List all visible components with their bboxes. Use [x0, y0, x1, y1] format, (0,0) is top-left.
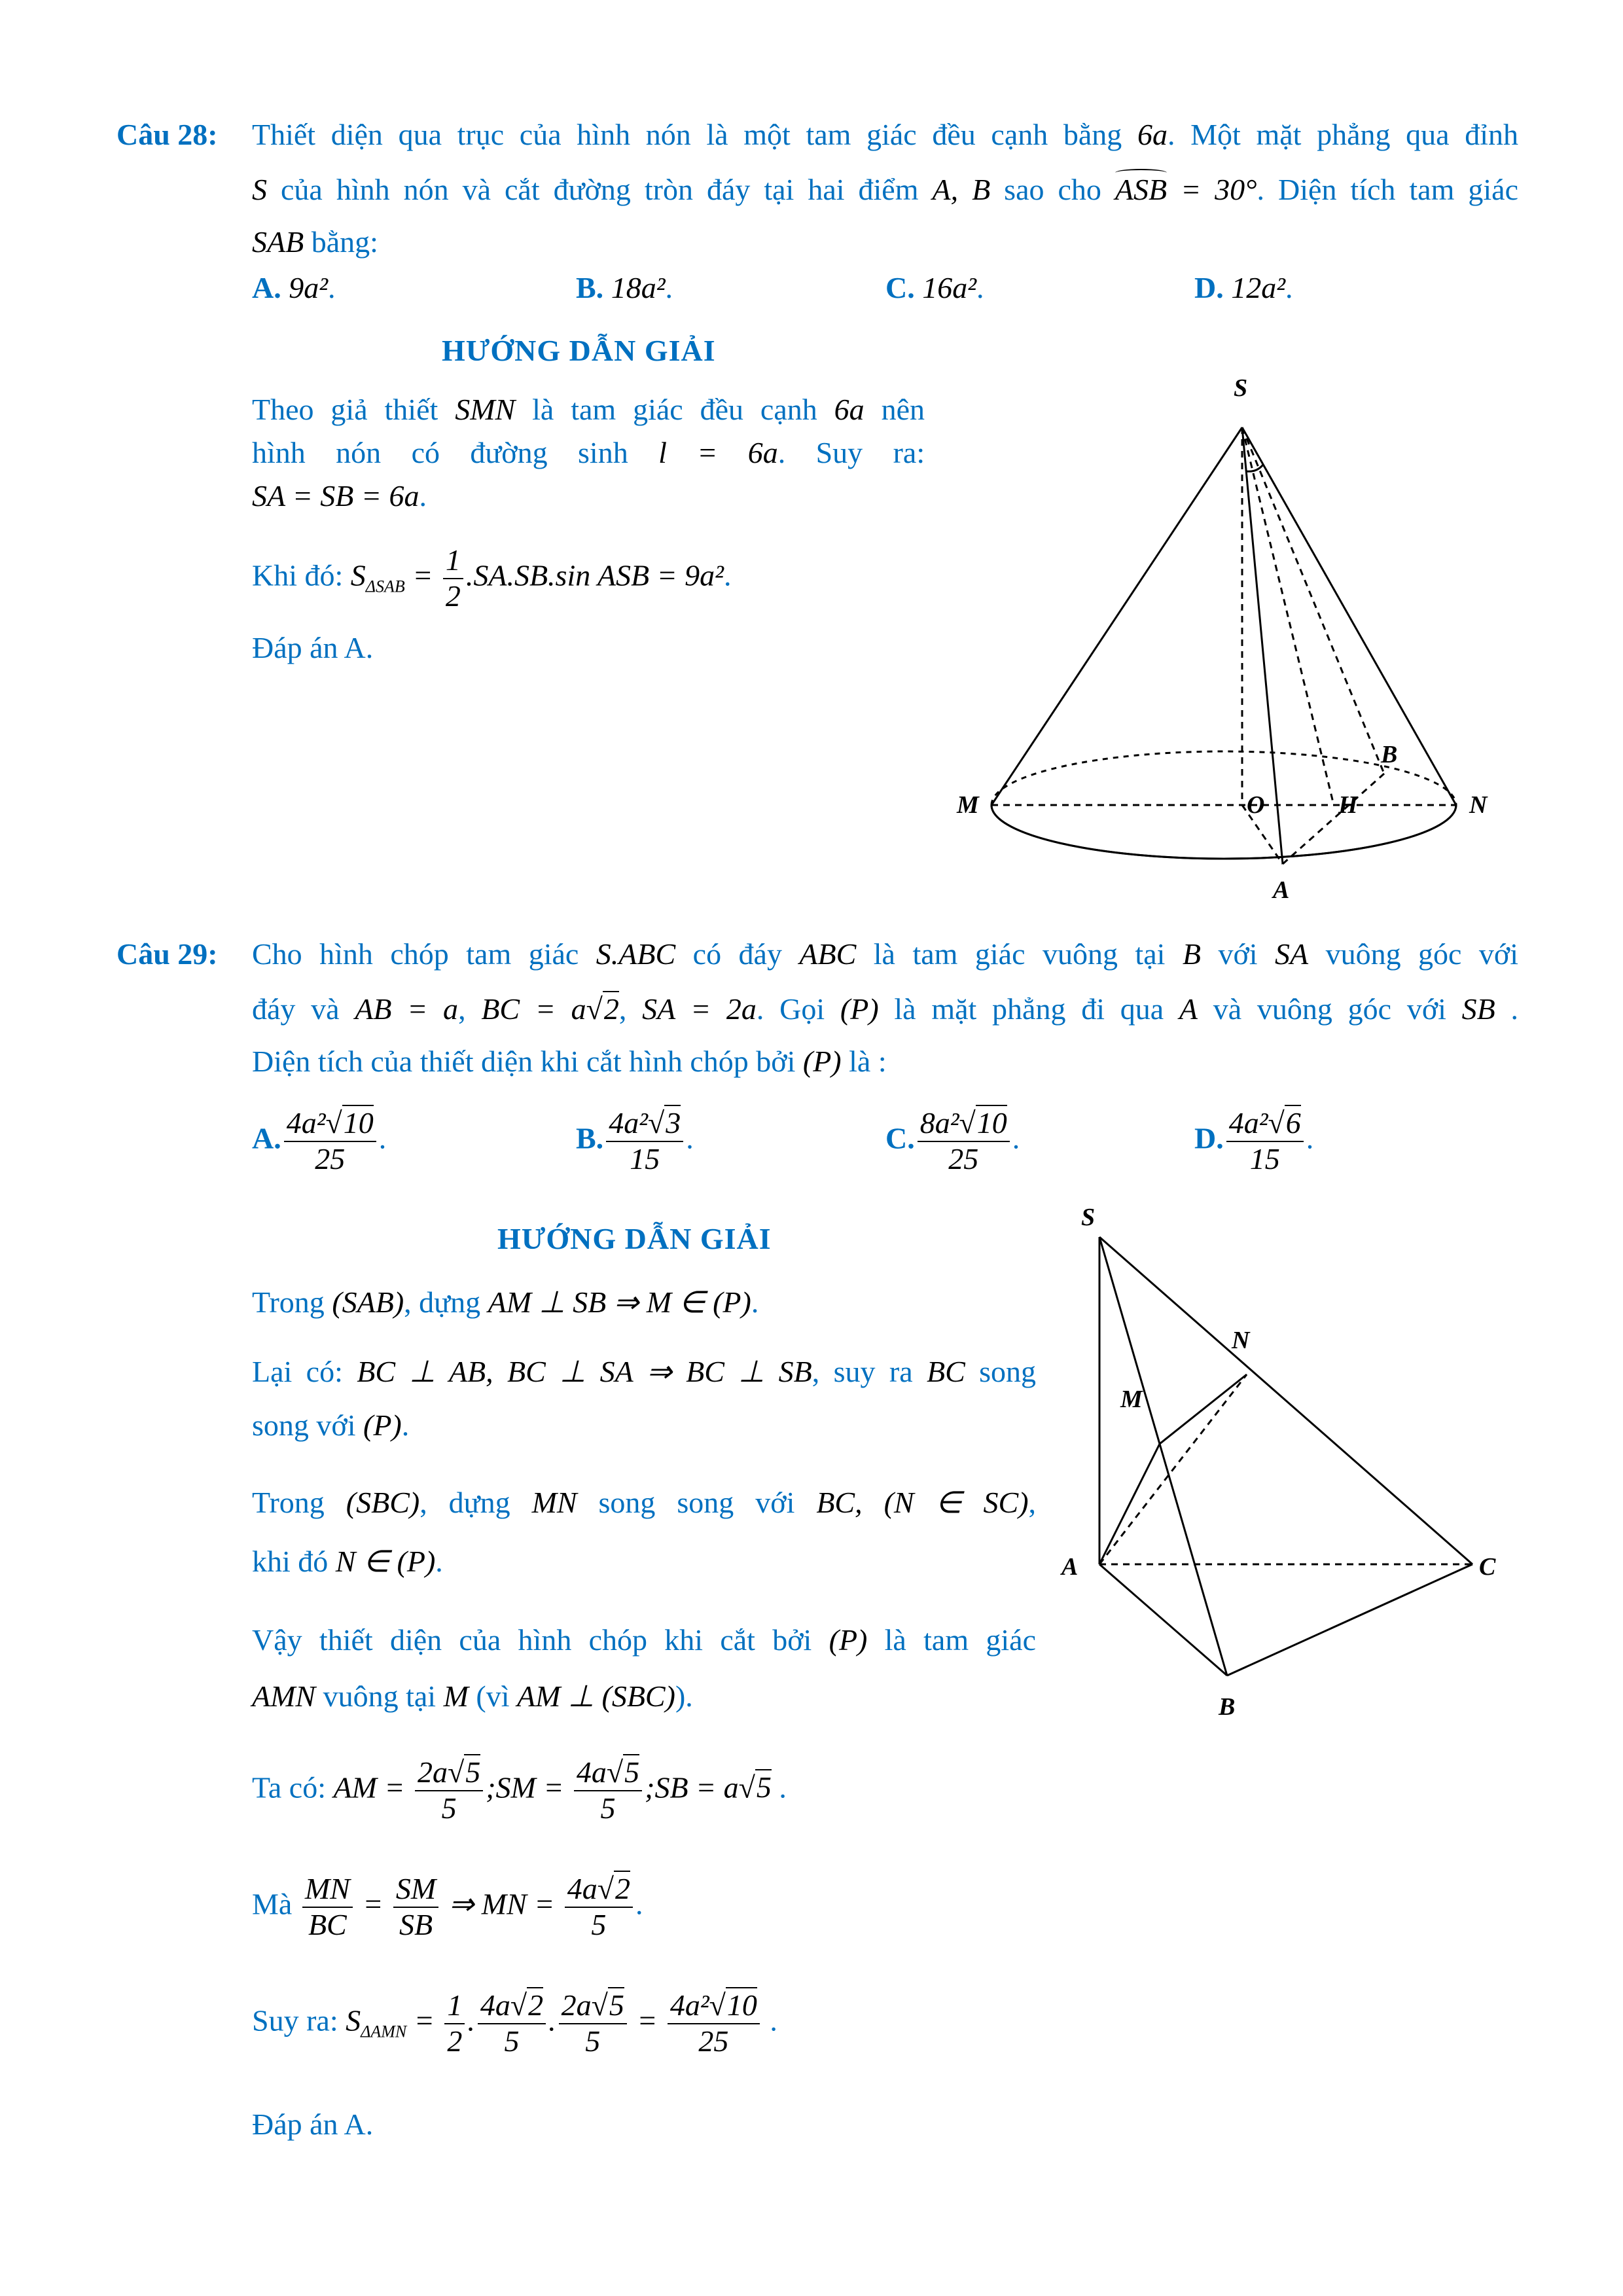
edge-sc	[1099, 1237, 1472, 1564]
label-C: C	[1479, 1553, 1496, 1581]
q28-line1	[116, 117, 218, 152]
edge-sb	[1099, 1237, 1227, 1676]
q29-sol-line7: AMN vuông tại M (vì AM ⊥ (SBC)).	[252, 1679, 693, 1713]
label-A: A	[1273, 876, 1290, 904]
q28-sol-line4: Khi đó: $S_{\Delta SAB}$ = $\frac{1}{2}$ .SA.SB.sin ASB = 9a².	[252, 543, 732, 613]
q28-option-b[interactable]: B. 18a².	[576, 271, 673, 304]
angle-asb: ASB	[1115, 173, 1167, 206]
label-S: S	[1234, 374, 1248, 402]
edge-bc	[1227, 1564, 1472, 1676]
generatrix-sn	[1242, 427, 1456, 805]
q29-stem-line1: Cho hình chóp tam giác S.ABC có đáy ABC là tam giác vuông tại B với SA vuông góc với	[252, 937, 1519, 971]
label-A: A	[1061, 1553, 1079, 1581]
q29-label-line	[116, 936, 218, 972]
q28-stem-line2: S của hình nón và cắt đường tròn đáy tại hai điểm A, B sao cho ASB = 30°. Diện tích tam giác	[252, 171, 1518, 207]
q29-option-b[interactable]: B. $\frac{\text{4a²√3}}{15}$ .	[576, 1106, 694, 1175]
q28-solution-heading: HƯỚNG DẪN GIẢI	[442, 334, 716, 367]
q29-sol-line5: khi đó N ∈ (P).	[252, 1545, 443, 1578]
q28-stem-line1: Thiết diện qua trục của hình nón là một tam giác đều cạnh bằng 6a. Một mặt phẳng qua đỉnh	[252, 118, 1518, 151]
segment-am	[1099, 1444, 1160, 1564]
q29-stem-line3: Diện tích của thiết diện khi cắt hình chóp bởi (P) là :	[252, 1045, 887, 1078]
q28-option-d[interactable]: D. 12a².	[1194, 271, 1293, 304]
label-B: B	[1219, 1693, 1236, 1721]
label-N: N	[1469, 791, 1488, 819]
q28-option-c[interactable]: C. 16a².	[885, 271, 984, 304]
label-B: B	[1381, 741, 1398, 768]
q29-option-a[interactable]: A. $\frac{\text{4a²√10}}{25}$ .	[252, 1106, 387, 1175]
frac-one-half: $\frac{1}{2}$	[443, 543, 463, 614]
q29-sol-line1: Trong (SAB), dựng AM ⊥ SB ⇒ M ∈ (P).	[252, 1285, 759, 1319]
edge-ab	[1099, 1564, 1227, 1676]
generatrix-sm	[991, 427, 1242, 805]
q29-option-d[interactable]: D. $\frac{\text{4a²√6}}{15}$ .	[1194, 1106, 1314, 1175]
label-S: S	[1081, 1204, 1096, 1231]
segment-ab	[1283, 774, 1384, 864]
q28-sol-line3: SA = SB = 6a.	[252, 479, 427, 512]
figure-pyramid	[1047, 1198, 1518, 1734]
q29-sol-line10: Suy ra: $S_{\Delta AMN}$ = $\frac{1}{2}$ . $\frac{4a√2}{5}$ . $\frac{2a√5}{5}$ = $\frac{\text{4a²√10}}{25}$ .	[252, 1988, 777, 2058]
q29-sol-line4: Trong (SBC), dựng MN song song với BC, (N ∈ SC),	[252, 1486, 1037, 1519]
q29-label: Câu 29:	[116, 937, 218, 971]
q28-option-a[interactable]: A. 9a².	[252, 271, 336, 304]
figure-cone	[929, 367, 1518, 916]
label-M: M	[957, 791, 979, 819]
angle-mark	[1246, 465, 1263, 471]
q29-sol-line2: Lại có: BC ⊥ AB, BC ⊥ SA ⇒ BC ⊥ SB, suy ra BC song	[252, 1355, 1037, 1388]
segment-mn	[1160, 1374, 1247, 1444]
q28-label: Câu 28:	[116, 118, 218, 151]
q29-sol-line6: Vậy thiết diện của hình chóp khi cắt bởi (P) là tam giác	[252, 1623, 1036, 1657]
label-O: O	[1247, 791, 1265, 819]
q29-sol-line8: Ta có: AM = $\frac{2a√5}{5}$ ;SM = $\frac{4a√5}{5}$ ;SB = a√5 .	[252, 1755, 787, 1825]
segment-sb	[1242, 427, 1384, 774]
label-H: H	[1338, 791, 1358, 819]
q29-solution-heading: HƯỚNG DẪN GIẢI	[497, 1222, 772, 1255]
q29-stem-line2: đáy và AB = a, BC = a√2, SA = 2a. Gọi (P) là mặt phẳng đi qua A và vuông góc với SB .	[252, 992, 1519, 1026]
q28-sol-line1: Theo giả thiết SMN là tam giác đều cạnh 6a nên	[252, 393, 925, 426]
q29-answer: Đáp án A.	[252, 2108, 374, 2141]
label-N: N	[1232, 1327, 1250, 1354]
label-M: M	[1120, 1386, 1143, 1413]
q28-sol-line2: hình nón có đường sinh l = 6a. Suy ra:	[252, 436, 925, 469]
q29-sol-line9: Mà $\frac{MN}{BC}$ = $\frac{SM}{SB}$ ⇒ MN = $\frac{4a√2}{5}$ .	[252, 1872, 643, 1941]
cone-base-front	[991, 805, 1456, 859]
q29-option-c[interactable]: C. $\frac{\text{8a²√10}}{25}$ .	[885, 1106, 1020, 1175]
q28-answer: Đáp án A.	[252, 631, 374, 664]
q28-stem-line3: SAB bằng:	[252, 225, 378, 259]
q29-sol-line3: song với (P).	[252, 1408, 410, 1442]
